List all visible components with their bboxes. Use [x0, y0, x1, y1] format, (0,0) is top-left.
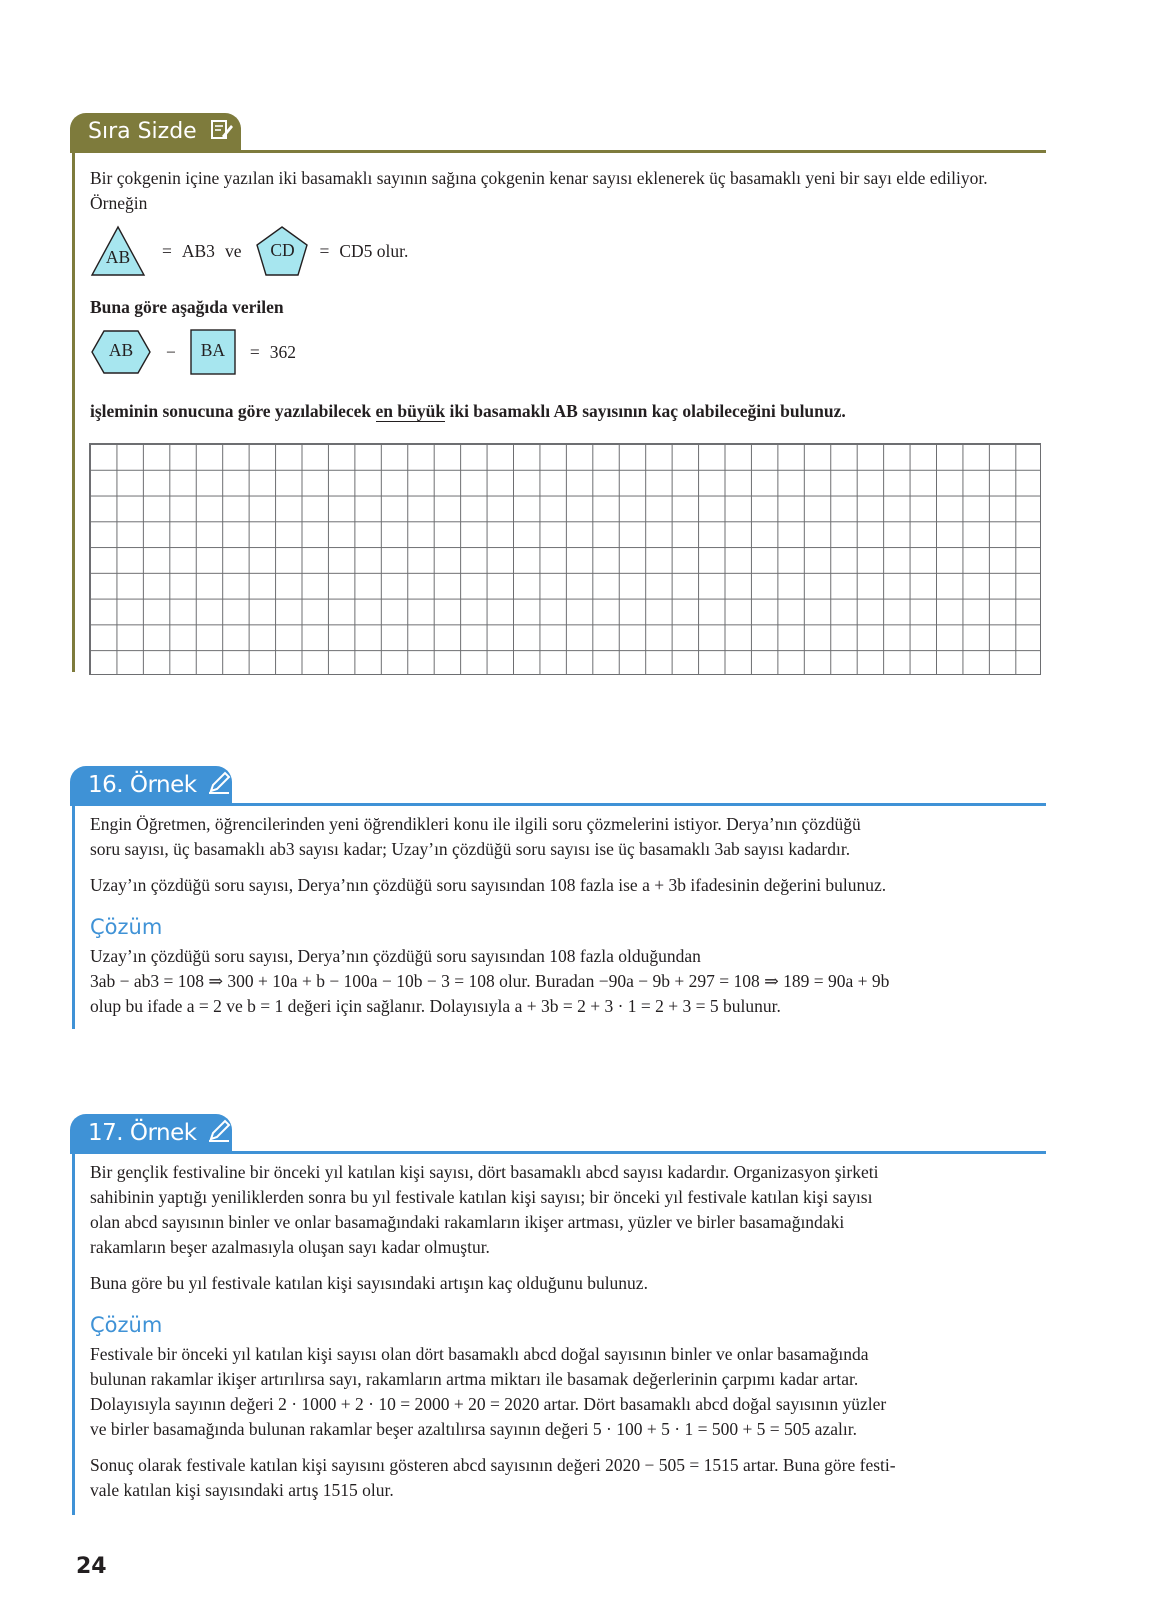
hexagon-label: AB: [108, 340, 134, 360]
answer-grid[interactable]: [89, 443, 1041, 675]
square-shape: [190, 329, 236, 375]
example-result-2: CD5 olur.: [339, 240, 409, 261]
page-number: 24: [76, 1554, 107, 1579]
example-row: [90, 225, 408, 277]
ornek17-title: 17. Örnek: [88, 1120, 197, 1146]
ornek17-solution-line: vale katılan kişi sayısındaki artış 1515 olur.: [90, 1480, 394, 1500]
ornek17-solution-line: Dolayısıyla sayının değeri 2 · 1000 + 2 · 10 = 2000 + 20 = 2020 artar. Dört basamaklı abcd doğal sayısının yüzler: [90, 1394, 887, 1414]
buna-gore-bold: Buna göre aşağıda verilen: [90, 297, 284, 317]
ornek16-tab: [70, 766, 232, 804]
ornek17-solution-line: Festivale bir önceki yıl katılan kişi sayısı olan dört basamaklı abcd doğal sayısının binler ve onlar basamağında: [90, 1344, 869, 1364]
ornek16-side-line: [72, 803, 75, 1029]
ornek17-side-line: [72, 1151, 75, 1515]
ornek17-tab: [70, 1114, 232, 1152]
ornek17-text-line: olan abcd sayısının binler ve onlar basamağındaki rakamların ikişer artması, yüzler ve birler basamağındaki: [90, 1212, 845, 1232]
and-word: ve: [224, 240, 242, 261]
equals-sign: =: [162, 240, 172, 261]
ornek17-rule: [70, 1151, 1046, 1154]
operation-result: 362: [269, 341, 296, 362]
question-part-2: iki basamaklı AB sayısının kaç olabileceğini bulunuz.: [445, 401, 846, 421]
triangle-label: AB: [105, 247, 131, 267]
ornek17-cozum-title: Çözüm: [90, 1313, 163, 1337]
ornek16-solution-line: olup bu ifade a = 2 ve b = 1 değeri için sağlanır. Dolayısıyla a + 3b = 2 + 3 · 1 = 2 + 3 = 5 bulunur.: [90, 996, 781, 1016]
sira-sizde-question: [90, 399, 846, 424]
hexagon-shape: [90, 329, 152, 375]
operation-row: [90, 329, 296, 375]
ornek16-rule: [70, 803, 1046, 806]
ornek17-text-line: Bir gençlik festivaline bir önceki yıl katılan kişi sayısı, dört basamaklı abcd sayısı kadardır. Organizasyon şirketi: [90, 1162, 879, 1182]
example-result-1: AB3: [181, 240, 215, 261]
ornek16-cozum-title: Çözüm: [90, 915, 163, 939]
square-label: BA: [200, 340, 226, 360]
ornek17-solution-line: Sonuç olarak festivale katılan kişi sayısını gösteren abcd sayısının değeri 2020 − 505 = 1515 artar. Buna göre festi-: [90, 1455, 896, 1475]
ornek17-body: [90, 1160, 1050, 1503]
sira-sizde-intro: Bir çokgenin içine yazılan iki basamaklı sayının sağına çokgenin kenar sayısı eklenerek üç basamaklı yeni bir sayı elde ediliyor. Örneğin: [90, 168, 988, 213]
pentagon-label: CD: [270, 240, 295, 260]
question-underlined: en büyük: [375, 401, 446, 421]
equals-sign: =: [249, 341, 260, 362]
question-part-1: işleminin sonucuna göre yazılabilecek: [90, 401, 376, 421]
ornek16-body: [90, 812, 1050, 1019]
pencil-icon: [207, 771, 231, 795]
minus-sign: −: [166, 341, 176, 362]
ornek17-text-line: sahibinin yaptığı yeniliklerden sonra bu yıl festivale katılan kişi sayısı; bir önceki yıl festivale katılan kişi sayısı: [90, 1187, 873, 1207]
ornek17-question: Buna göre bu yıl festivale katılan kişi sayısındaki artışın kaç olduğunu bulunuz.: [90, 1273, 648, 1293]
ornek17-solution-line: ve birler basamağında bulunan rakamlar beşer azaltılırsa sayının değeri 5 · 100 + 5 · 1 = 500 + 5 = 505 azalır.: [90, 1419, 857, 1439]
sira-sizde-tab: [70, 113, 241, 151]
pencil-icon: [207, 1119, 231, 1143]
ornek17-solution-line: bulunan rakamlar ikişer artırılırsa sayı, rakamların artma miktarı ile basamak değerlerinin çarpımı kadar artar.: [90, 1369, 859, 1389]
sira-sizde-side-line: [72, 150, 75, 672]
sira-sizde-rule: [70, 150, 1046, 153]
ornek17-text-line: rakamların beşer azalmasıyla oluşan sayı kadar olmuştur.: [90, 1237, 490, 1257]
ornek16-solution-line: 3ab − ab3 = 108 ⇒ 300 + 10a + b − 100a − 10b − 3 = 108 olur. Buradan −90a − 9b + 297 = 108 ⇒ 189 = 90a + 9b: [90, 971, 890, 991]
ornek16-solution-line: Uzay’ın çözdüğü soru sayısı, Derya’nın çözdüğü soru sayısından 108 fazla olduğundan: [90, 946, 701, 966]
buna-gore-text: [90, 295, 284, 320]
ornek16-question: Uzay’ın çözdüğü soru sayısı, Derya’nın çözdüğü soru sayısından 108 fazla ise a + 3b ifadesinin değerini bulunuz.: [90, 875, 887, 895]
ornek16-text-line: Engin Öğretmen, öğrencilerinden yeni öğrendikleri konu ile ilgili soru çözmelerini istiyor. Derya’nın çözdüğü: [90, 814, 861, 834]
ornek16-text-line: soru sayısı, üç basamaklı ab3 sayısı kadar; Uzay’ın çözdüğü soru sayısı ise üç basamaklı 3ab sayısı kadardır.: [90, 839, 851, 859]
notepad-pencil-icon: [210, 117, 234, 141]
pentagon-shape: [255, 225, 309, 277]
equals-sign: =: [319, 240, 330, 261]
ornek16-title: 16. Örnek: [88, 772, 197, 798]
sira-sizde-title: Sıra Sizde: [88, 119, 197, 144]
triangle-shape: [90, 225, 146, 277]
